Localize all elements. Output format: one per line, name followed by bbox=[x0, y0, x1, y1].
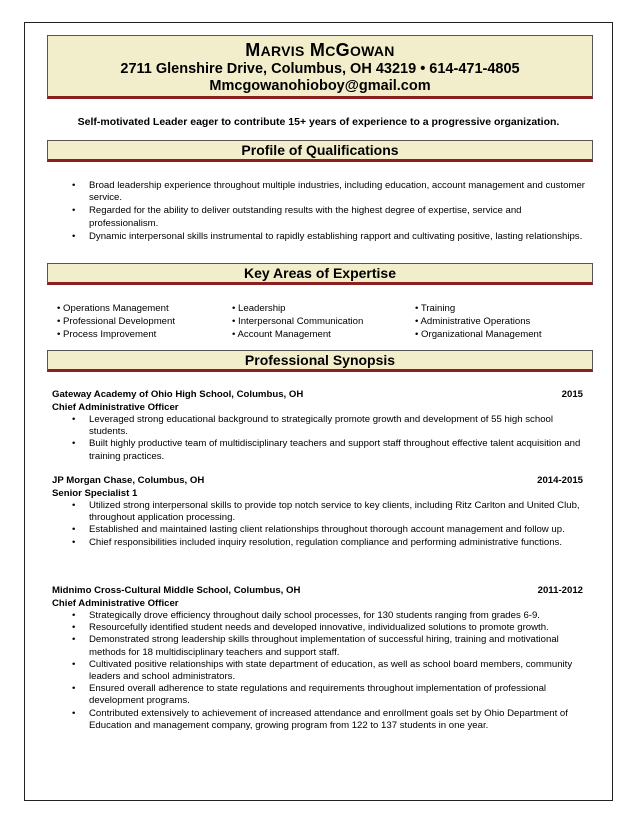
job-title: Chief Administrative Officer bbox=[52, 597, 179, 609]
section-profile-heading: Profile of Qualifications bbox=[47, 140, 593, 162]
employer: JP Morgan Chase, Columbus, OH bbox=[52, 475, 205, 486]
section-expertise-heading: Key Areas of Expertise bbox=[47, 263, 593, 285]
job-title: Chief Administrative Officer bbox=[52, 401, 179, 413]
years: 2011-2012 bbox=[537, 585, 583, 596]
expertise-col-3 bbox=[415, 302, 542, 341]
list-item: • Cultivated positive relationships with state department of education, as well as school board members, community leaders and school administrators. bbox=[72, 659, 583, 683]
address-line: 2711 Glenshire Drive, Columbus, OH 43219 • 614-471-4805 bbox=[120, 61, 520, 77]
tagline: Self-motivated Leader eager to contribute 15+ years of experience to a progressive organization. bbox=[77, 116, 560, 128]
job-entry bbox=[52, 389, 583, 463]
profile-list bbox=[72, 180, 587, 244]
list-item: • Regarded for the ability to deliver outstanding results with the highest degree of expertise, service and professionalism. bbox=[72, 205, 587, 229]
list-item: • Operations Management bbox=[57, 302, 175, 315]
expertise-col-2 bbox=[232, 302, 363, 341]
list-item: • Resourcefully identified student needs and developed innovative, individualized solutions to promote growth. bbox=[72, 622, 583, 634]
list-item: • Chief responsibilities included inquiry resolution, regulation compliance and performing administrative functions. bbox=[72, 537, 583, 549]
list-item: • Built highly productive team of multidisciplinary teachers and support staff throughout effective talent acquisition and training practices. bbox=[72, 438, 583, 462]
list-item: • Utilized strong interpersonal skills to provide top notch service to key clients, including Ritz Carlton and United Club, throughout application processing. bbox=[72, 500, 583, 524]
list-item: • Training bbox=[415, 302, 542, 315]
expertise-col-1 bbox=[57, 302, 175, 341]
years: 2014-2015 bbox=[537, 475, 583, 486]
job-entry bbox=[52, 475, 583, 549]
email-line: Mmcgowanohioboy@gmail.com bbox=[209, 78, 431, 94]
list-item: • Demonstrated strong leadership skills throughout implementation of successful hiring, training and motivational methods for 18 multidisciplinary teachers and support staff. bbox=[72, 634, 583, 658]
section-synopsis-heading: Professional Synopsis bbox=[47, 350, 593, 372]
list-item: • Strategically drove efficiency throughout daily school processes, for 130 students ranging from grades 6-9. bbox=[72, 610, 583, 622]
employer: Gateway Academy of Ohio High School, Columbus, OH bbox=[52, 389, 304, 400]
list-item: • Administrative Operations bbox=[415, 315, 542, 328]
list-item: • Established and maintained lasting client relationships throughout thorough account management and follow up. bbox=[72, 524, 583, 536]
job-entry bbox=[52, 585, 583, 732]
list-item: • Leadership bbox=[232, 302, 363, 315]
list-item: • Ensured overall adherence to state regulations and requirements throughout implementation of professional development programs. bbox=[72, 683, 583, 707]
resume-header bbox=[47, 35, 593, 99]
employer: Midnimo Cross-Cultural Middle School, Columbus, OH bbox=[52, 585, 301, 596]
list-item: • Organizational Management bbox=[415, 328, 542, 341]
years: 2015 bbox=[561, 389, 583, 400]
list-item: • Interpersonal Communication bbox=[232, 315, 363, 328]
list-item: • Professional Development bbox=[57, 315, 175, 328]
list-item: • Process Improvement bbox=[57, 328, 175, 341]
list-item: • Contributed extensively to achievement of increased attendance and enrollment goals set by Ohio Department of Education and management company, growing program from 122 to 137 students in one year. bbox=[72, 708, 583, 732]
job-title: Senior Specialist 1 bbox=[52, 487, 138, 499]
list-item: • Account Management bbox=[232, 328, 363, 341]
candidate-name: MARVIS MCGOWAN bbox=[245, 40, 395, 60]
list-item: • Leveraged strong educational background to strategically promote growth and development of 55 high school students. bbox=[72, 414, 583, 438]
list-item: • Broad leadership experience throughout multiple industries, including education, account management and customer service. bbox=[72, 180, 587, 204]
list-item: • Dynamic interpersonal skills instrumental to rapidly establishing rapport and cultivating positive, lasting relationships. bbox=[72, 231, 587, 243]
